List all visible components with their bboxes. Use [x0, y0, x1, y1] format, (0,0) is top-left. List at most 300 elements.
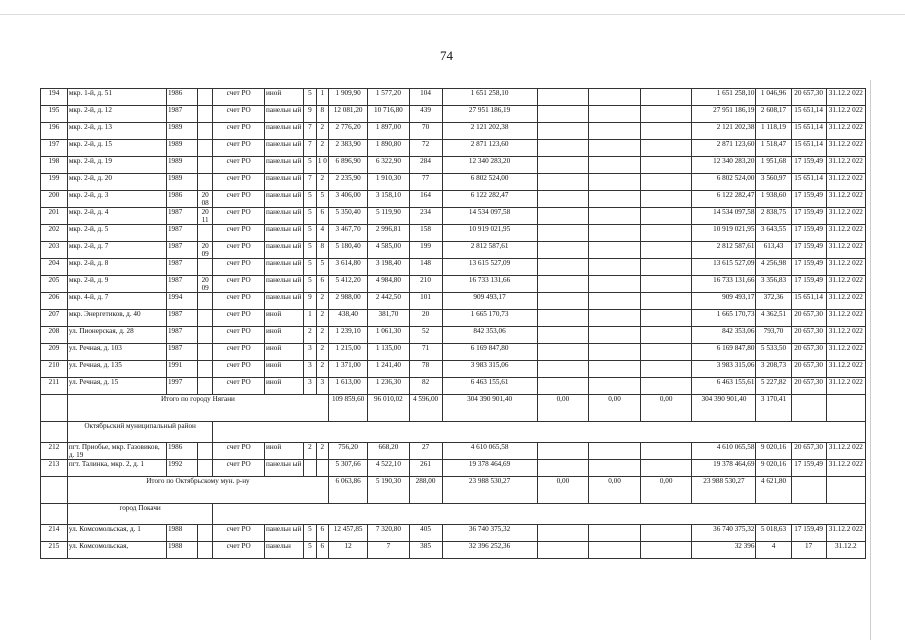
table-row [41, 460, 866, 477]
entrances-cell: 2 [316, 174, 328, 191]
fund-cell [589, 443, 641, 460]
entrances-cell: 2 [316, 310, 328, 327]
wall-material-cell: панельн ый [265, 225, 304, 242]
reconstruction-year-cell [197, 460, 212, 477]
total-label: Итого по Октябрьскому мун. р-ну [67, 477, 328, 504]
residents-cell: 234 [409, 208, 442, 225]
table-row [41, 208, 866, 225]
fund-cell [537, 174, 589, 191]
cost-cell: 32 396 252,36 [442, 542, 537, 559]
fund-cell [640, 378, 692, 395]
account-type-cell: счет РО [213, 208, 265, 225]
residents-cell: 164 [409, 191, 442, 208]
row-number: 204 [41, 259, 68, 276]
fund-cell [537, 460, 589, 477]
wall-material-cell: панельн ый [265, 106, 304, 123]
limit-cost-cell: 17 159,49 [791, 242, 826, 259]
address-cell: мкр. 4-й, д. 7 [67, 293, 166, 310]
living-area-cell: 381,70 [368, 310, 409, 327]
section-title: город Покачи [67, 504, 213, 525]
year-cell: 1987 [166, 208, 197, 225]
fund-cell [640, 259, 692, 276]
account-type-cell: счет РО [213, 443, 265, 460]
owners-funds-cell: 2 871 123,60 [692, 140, 756, 157]
table-row [41, 123, 866, 140]
entrances-cell: 2 [316, 344, 328, 361]
residents-cell: 52 [409, 327, 442, 344]
reconstruction-year-cell [197, 344, 212, 361]
floors-cell: 5 [304, 276, 316, 293]
living-area-cell: 1 897,00 [368, 123, 409, 140]
fund-cell [537, 344, 589, 361]
owners-funds-cell: 14 534 097,58 [692, 208, 756, 225]
deadline-cell: 31.12.2 022 [826, 208, 865, 225]
cost-cell: 27 951 186,19 [442, 106, 537, 123]
row-number: 215 [41, 542, 68, 559]
fund-cell [589, 157, 641, 174]
floors-cell: 5 [304, 208, 316, 225]
deadline-cell: 31.12.2 022 [826, 344, 865, 361]
total-area-cell: 2 383,90 [329, 140, 368, 157]
account-type-cell: счет РО [213, 140, 265, 157]
row-number [41, 395, 68, 422]
account-type-cell: счет РО [213, 460, 265, 477]
fund-cell [537, 191, 589, 208]
row-number: 194 [41, 89, 68, 106]
total-area-cell: 2 988,00 [329, 293, 368, 310]
table-row [41, 157, 866, 174]
limit-cost-cell: 17 159,49 [791, 276, 826, 293]
reconstruction-year-cell [197, 293, 212, 310]
entrances-cell: 8 [316, 242, 328, 259]
limit-cost-cell: 20 657,30 [791, 443, 826, 460]
total-area-cell: 5 412,20 [329, 276, 368, 293]
total-area-cell: 1 239,10 [329, 327, 368, 344]
unit-cost-cell: 3 356,83 [756, 276, 791, 293]
fund-cell [537, 157, 589, 174]
living-area-cell: 1 910,30 [368, 174, 409, 191]
entrances-cell: 1 [316, 89, 328, 106]
fund-cell [589, 525, 641, 542]
total-area-cell: 1 613,00 [329, 378, 368, 395]
year-cell: 1987 [166, 344, 197, 361]
wall-material-cell: панельн ый [265, 123, 304, 140]
deadline-cell: 31.12.2 022 [826, 157, 865, 174]
limit-cost-cell: 17 159,49 [791, 208, 826, 225]
cost-cell: 2 121 202,38 [442, 123, 537, 140]
fund-cell [640, 106, 692, 123]
deadline-cell: 31.12.2 022 [826, 276, 865, 293]
floors-cell: 5 [304, 525, 316, 542]
row-number: 202 [41, 225, 68, 242]
account-type-cell: счет РО [213, 293, 265, 310]
residents-cell: 27 [409, 443, 442, 460]
fund-cell [640, 242, 692, 259]
fund-cell [640, 89, 692, 106]
fund-cell [537, 208, 589, 225]
total-area-cell: 756,20 [329, 443, 368, 460]
total-area-cell: 5 180,40 [329, 242, 368, 259]
fund-cell [537, 327, 589, 344]
entrances-cell: 6 [316, 525, 328, 542]
table-row [41, 89, 866, 106]
limit-cost-cell: 20 657,30 [791, 89, 826, 106]
fund-cell [589, 259, 641, 276]
section-row [41, 422, 866, 443]
fund-cell [640, 293, 692, 310]
cost-cell: 6 169 847,80 [442, 344, 537, 361]
fund-cell [537, 310, 589, 327]
row-number: 196 [41, 123, 68, 140]
account-type-cell: счет РО [213, 344, 265, 361]
fund-cell [537, 106, 589, 123]
total-area-cell: 1 909,90 [329, 89, 368, 106]
limit-cost-cell: 17 159,49 [791, 525, 826, 542]
fund-cell [537, 242, 589, 259]
table-row [41, 310, 866, 327]
wall-material-cell: панельн ый [265, 140, 304, 157]
cost-cell: 1 651 258,10 [442, 89, 537, 106]
total-area-cell: 12 [329, 542, 368, 559]
living-area-cell: 2 442,50 [368, 293, 409, 310]
entrances-cell [316, 460, 328, 477]
row-number: 208 [41, 327, 68, 344]
fund-cell [589, 123, 641, 140]
wall-material-cell: иной [265, 378, 304, 395]
floors-cell: 3 [304, 378, 316, 395]
wall-material-cell: иной [265, 443, 304, 460]
wall-material-cell: панельн ый [265, 191, 304, 208]
fund-cell [537, 361, 589, 378]
account-type-cell: счет РО [213, 106, 265, 123]
wall-material-cell: панельн ый [265, 276, 304, 293]
fund-cell [537, 443, 589, 460]
cost-cell: 4 610 065,58 [442, 443, 537, 460]
wall-material-cell: панельн ый [265, 208, 304, 225]
row-number: 203 [41, 242, 68, 259]
residents-cell: 104 [409, 89, 442, 106]
entrances-cell: 2 [316, 293, 328, 310]
unit-cost-cell: 372,36 [756, 293, 791, 310]
wall-material-cell: панельн ый [265, 174, 304, 191]
row-number: 197 [41, 140, 68, 157]
table-row [41, 140, 866, 157]
fund-cell [589, 293, 641, 310]
fund-cell [640, 344, 692, 361]
unit-cost-cell: 4 362,51 [756, 310, 791, 327]
row-number: 212 [41, 443, 68, 460]
fund-cell: 0,00 [537, 477, 589, 504]
table-row [41, 276, 866, 293]
unit-cost-cell: 793,70 [756, 327, 791, 344]
fund-cell [589, 208, 641, 225]
account-type-cell: счет РО [213, 542, 265, 559]
living-area-cell: 7 320,80 [368, 525, 409, 542]
living-area-cell: 1 577,20 [368, 89, 409, 106]
cost-cell: 3 983 315,06 [442, 361, 537, 378]
total-area-cell: 5 307,66 [329, 460, 368, 477]
owners-funds-cell: 23 988 530,27 [692, 477, 756, 504]
cost-cell: 36 740 375,32 [442, 525, 537, 542]
table-row [41, 293, 866, 310]
floors-cell: 9 [304, 106, 316, 123]
limit-cost-cell [791, 477, 826, 504]
residents-cell: 210 [409, 276, 442, 293]
section-title: Октябрьский муниципальный район [67, 422, 213, 443]
owners-funds-cell: 1 665 170,73 [692, 310, 756, 327]
cost-cell: 16 733 131,66 [442, 276, 537, 293]
cost-cell: 10 919 021,95 [442, 225, 537, 242]
total-area-cell: 1 215,00 [329, 344, 368, 361]
living-area-cell: 6 322,90 [368, 157, 409, 174]
living-area-cell: 3 158,10 [368, 191, 409, 208]
year-cell: 1987 [166, 276, 197, 293]
limit-cost-cell: 15 651,14 [791, 293, 826, 310]
table-body [41, 89, 866, 559]
fund-cell [537, 293, 589, 310]
entrances-cell: 2 [316, 327, 328, 344]
unit-cost-cell: 3 643,55 [756, 225, 791, 242]
address-cell: мкр. 2-й, д. 12 [67, 106, 166, 123]
reconstruction-year-cell [197, 310, 212, 327]
entrances-cell: 3 [316, 378, 328, 395]
deadline-cell: 31.12.2 022 [826, 327, 865, 344]
scan-edge-line [0, 14, 905, 15]
deadline-cell: 31.12.2 022 [826, 259, 865, 276]
residents-cell: 199 [409, 242, 442, 259]
living-area-cell: 96 010,02 [368, 395, 409, 422]
limit-cost-cell: 15 651,14 [791, 140, 826, 157]
address-cell: мкр. Энергетиков, д. 40 [67, 310, 166, 327]
reconstruction-year-cell: 20 08 [197, 191, 212, 208]
wall-material-cell: панельн [265, 542, 304, 559]
table-row [41, 225, 866, 242]
deadline-cell: 31.12.2 022 [826, 225, 865, 242]
owners-funds-cell: 27 951 186,19 [692, 106, 756, 123]
year-cell: 1987 [166, 327, 197, 344]
fund-cell [589, 378, 641, 395]
owners-funds-cell: 304 390 901,40 [692, 395, 756, 422]
unit-cost-cell: 9 020,16 [756, 460, 791, 477]
residents-cell: 72 [409, 140, 442, 157]
fund-cell [589, 174, 641, 191]
table-row [41, 525, 866, 542]
deadline-cell: 31.12.2 022 [826, 140, 865, 157]
account-type-cell: счет РО [213, 89, 265, 106]
address-cell: мкр. 2-й, д. 13 [67, 123, 166, 140]
reconstruction-year-cell [197, 157, 212, 174]
reconstruction-year-cell [197, 327, 212, 344]
limit-cost-cell: 17 159,49 [791, 191, 826, 208]
owners-funds-cell: 6 122 282,47 [692, 191, 756, 208]
living-area-cell: 5 119,90 [368, 208, 409, 225]
living-area-cell: 2 996,81 [368, 225, 409, 242]
floors-cell: 5 [304, 89, 316, 106]
floors-cell: 1 [304, 310, 316, 327]
limit-cost-cell [791, 395, 826, 422]
address-cell: мкр. 1-й, д. 51 [67, 89, 166, 106]
floors-cell: 2 [304, 443, 316, 460]
year-cell: 1987 [166, 259, 197, 276]
reconstruction-year-cell [197, 123, 212, 140]
total-area-cell: 109 859,60 [329, 395, 368, 422]
limit-cost-cell: 17 159,49 [791, 157, 826, 174]
account-type-cell: счет РО [213, 191, 265, 208]
cost-cell: 842 353,06 [442, 327, 537, 344]
owners-funds-cell: 4 610 065,58 [692, 443, 756, 460]
floors-cell: 5 [304, 242, 316, 259]
year-cell: 1988 [166, 542, 197, 559]
fund-cell [640, 208, 692, 225]
floors-cell: 5 [304, 157, 316, 174]
account-type-cell: счет РО [213, 242, 265, 259]
floors-cell: 9 [304, 293, 316, 310]
unit-cost-cell: 2 838,75 [756, 208, 791, 225]
cost-cell: 13 615 527,09 [442, 259, 537, 276]
year-cell: 1994 [166, 293, 197, 310]
table-row [41, 242, 866, 259]
owners-funds-cell: 2 812 587,61 [692, 242, 756, 259]
residents-cell: 405 [409, 525, 442, 542]
account-type-cell: счет РО [213, 378, 265, 395]
year-cell: 1989 [166, 157, 197, 174]
residents-cell: 71 [409, 344, 442, 361]
fund-cell [589, 140, 641, 157]
year-cell: 1986 [166, 89, 197, 106]
entrances-cell: 2 [316, 140, 328, 157]
scan-edge-line [870, 80, 871, 640]
owners-funds-cell: 36 740 375,32 [692, 525, 756, 542]
living-area-cell: 1 241,40 [368, 361, 409, 378]
reconstruction-year-cell [197, 525, 212, 542]
reconstruction-year-cell [197, 361, 212, 378]
entrances-cell: 5 [316, 191, 328, 208]
fund-cell [589, 89, 641, 106]
wall-material-cell: панельн ый [265, 460, 304, 477]
row-number: 210 [41, 361, 68, 378]
deadline-cell: 31.12.2 022 [826, 106, 865, 123]
year-cell: 1986 [166, 443, 197, 460]
address-cell: ул. Комсомольская, д. 1 [67, 525, 166, 542]
total-area-cell: 12 081,20 [329, 106, 368, 123]
year-cell: 1997 [166, 378, 197, 395]
entrances-cell: 4 [316, 225, 328, 242]
address-cell: мкр. 2-й, д. 9 [67, 276, 166, 293]
owners-funds-cell: 13 615 527,09 [692, 259, 756, 276]
reconstruction-year-cell [197, 174, 212, 191]
owners-funds-cell: 842 353,06 [692, 327, 756, 344]
total-area-cell: 12 457,85 [329, 525, 368, 542]
fund-cell [640, 123, 692, 140]
entrances-cell: 2 [316, 123, 328, 140]
row-number: 195 [41, 106, 68, 123]
residents-cell: 284 [409, 157, 442, 174]
deadline-cell: 31.12.2 022 [826, 361, 865, 378]
floors-cell: 7 [304, 140, 316, 157]
unit-cost-cell: 4 [756, 542, 791, 559]
living-area-cell: 4 522,10 [368, 460, 409, 477]
account-type-cell: счет РО [213, 157, 265, 174]
fund-cell [640, 191, 692, 208]
wall-material-cell: панельн ый [265, 157, 304, 174]
entrances-cell: 6 [316, 542, 328, 559]
table-row [41, 191, 866, 208]
owners-funds-cell: 2 121 202,38 [692, 123, 756, 140]
fund-cell [589, 344, 641, 361]
fund-cell [589, 310, 641, 327]
residents-cell: 101 [409, 293, 442, 310]
residents-cell: 20 [409, 310, 442, 327]
address-cell: мкр. 2-й, д. 4 [67, 208, 166, 225]
fund-cell [537, 542, 589, 559]
entrances-cell: 2 [316, 361, 328, 378]
section-filler [213, 504, 866, 525]
residents-cell: 158 [409, 225, 442, 242]
account-type-cell: счет РО [213, 259, 265, 276]
owners-funds-cell: 16 733 131,66 [692, 276, 756, 293]
owners-funds-cell: 12 340 283,20 [692, 157, 756, 174]
reconstruction-year-cell [197, 378, 212, 395]
cost-cell: 19 378 464,69 [442, 460, 537, 477]
living-area-cell: 5 190,30 [368, 477, 409, 504]
year-cell: 1986 [166, 191, 197, 208]
living-area-cell: 668,20 [368, 443, 409, 460]
reconstruction-year-cell [197, 140, 212, 157]
year-cell: 1987 [166, 310, 197, 327]
address-cell: ул. Пионерская, д. 28 [67, 327, 166, 344]
deadline-cell: 31.12.2 022 [826, 242, 865, 259]
residents-cell: 77 [409, 174, 442, 191]
fund-cell: 0,00 [589, 395, 641, 422]
cost-cell: 2 871 123,60 [442, 140, 537, 157]
fund-cell [537, 123, 589, 140]
owners-funds-cell: 10 919 021,95 [692, 225, 756, 242]
limit-cost-cell: 20 657,30 [791, 378, 826, 395]
account-type-cell: счет РО [213, 276, 265, 293]
unit-cost-cell: 3 208,73 [756, 361, 791, 378]
row-number: 213 [41, 460, 68, 477]
limit-cost-cell: 20 657,30 [791, 344, 826, 361]
row-number: 209 [41, 344, 68, 361]
floors-cell: 5 [304, 259, 316, 276]
table-row [41, 443, 866, 460]
total-area-cell: 6 896,90 [329, 157, 368, 174]
account-type-cell: счет РО [213, 310, 265, 327]
limit-cost-cell: 17 159,49 [791, 460, 826, 477]
reconstruction-year-cell [197, 259, 212, 276]
unit-cost-cell: 1 951,68 [756, 157, 791, 174]
limit-cost-cell: 20 657,30 [791, 310, 826, 327]
fund-cell [537, 378, 589, 395]
fund-cell [640, 525, 692, 542]
unit-cost-cell: 1 518,47 [756, 140, 791, 157]
living-area-cell: 7 [368, 542, 409, 559]
fund-cell [640, 443, 692, 460]
cost-cell: 1 665 170,73 [442, 310, 537, 327]
address-cell: пгт. Приобье, мкр. Газовиков, д. 19 [67, 443, 166, 460]
wall-material-cell: иной [265, 327, 304, 344]
floors-cell: 5 [304, 542, 316, 559]
entrances-cell: 6 [316, 208, 328, 225]
year-cell: 1989 [166, 140, 197, 157]
fund-cell [537, 259, 589, 276]
address-cell: ул. Комсомольская, [67, 542, 166, 559]
cost-cell: 2 812 587,61 [442, 242, 537, 259]
fund-cell [640, 310, 692, 327]
fund-cell [537, 525, 589, 542]
address-cell: мкр. 2-й, д. 7 [67, 242, 166, 259]
row-number: 214 [41, 525, 68, 542]
